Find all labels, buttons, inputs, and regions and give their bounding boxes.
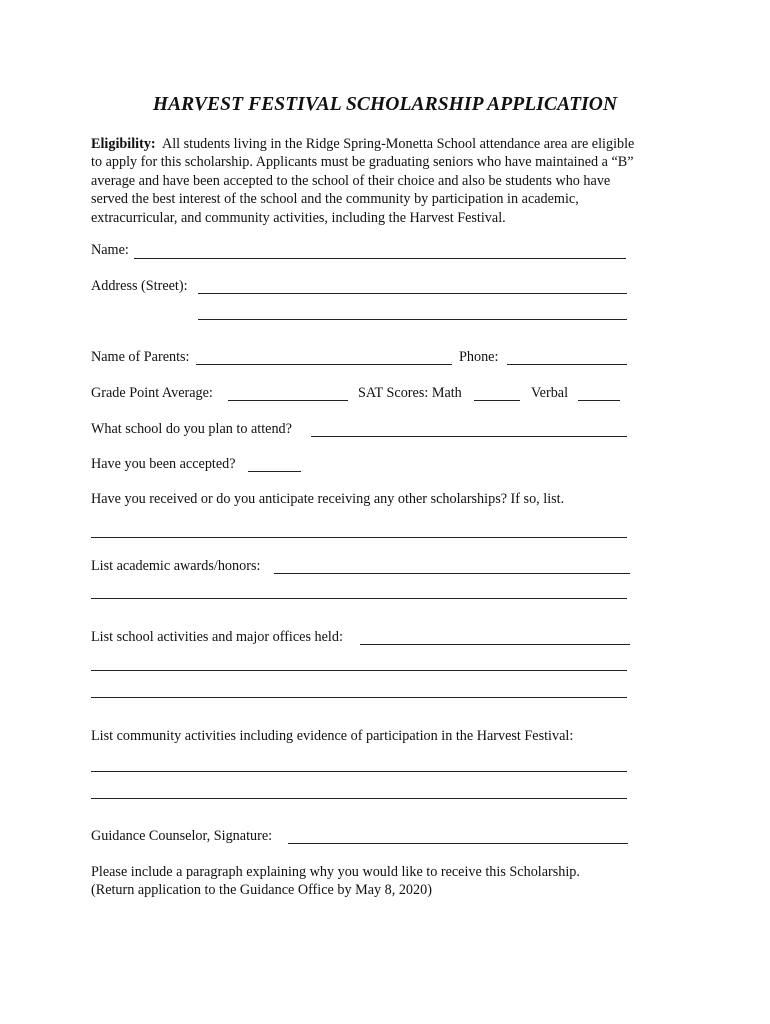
scholarships-field[interactable] bbox=[91, 537, 627, 538]
phone-field[interactable] bbox=[507, 364, 627, 365]
verbal-label: Verbal bbox=[531, 385, 569, 401]
eligibility-line-4: served the best interest of the school and the community by participation in academic, bbox=[91, 191, 579, 208]
eligibility-line-1 bbox=[91, 135, 651, 153]
accepted-field[interactable] bbox=[248, 471, 301, 472]
eligibility-text-1: All students living in the Ridge Spring-Monetta School attendance area are eligible bbox=[161, 136, 635, 152]
counselor-label: Guidance Counselor, Signature: bbox=[91, 828, 273, 844]
name-label: Name: bbox=[91, 242, 129, 258]
gpa-field[interactable] bbox=[228, 400, 348, 401]
sat-verbal-field[interactable] bbox=[578, 400, 620, 401]
eligibility-line-3: average and have been accepted to the school of their choice and also be students who have bbox=[91, 172, 611, 189]
counselor-signature-field[interactable] bbox=[288, 843, 628, 844]
accepted-label: Have you been accepted? bbox=[91, 456, 236, 472]
eligibility-line-2: to apply for this scholarship. Applicants must be graduating seniors who have maintained a “B” bbox=[91, 154, 634, 171]
community-field-line-2[interactable] bbox=[91, 798, 627, 799]
awards-field-line-1[interactable] bbox=[274, 573, 630, 574]
awards-field-line-2[interactable] bbox=[91, 598, 627, 599]
scholarships-label: Have you received or do you anticipate receiving any other scholarships? If so, list. bbox=[91, 491, 565, 507]
phone-label: Phone: bbox=[459, 349, 499, 365]
footer-return-note: (Return application to the Guidance Office by May 8, 2020) bbox=[91, 882, 432, 898]
activities-field-line-1[interactable] bbox=[360, 644, 630, 645]
school-label: What school do you plan to attend? bbox=[91, 421, 292, 437]
eligibility-line-5: extracurricular, and community activities, including the Harvest Festival. bbox=[91, 209, 506, 226]
eligibility-label: Eligibility: bbox=[91, 136, 156, 152]
parents-label: Name of Parents: bbox=[91, 349, 190, 365]
address-field-line-1[interactable] bbox=[198, 293, 627, 294]
activities-field-line-3[interactable] bbox=[91, 697, 627, 698]
footer-instruction: Please include a paragraph explaining why you would like to receive this Scholarship. bbox=[91, 864, 580, 880]
community-label: List community activities including evidence of participation in the Harvest Festival: bbox=[91, 728, 574, 744]
activities-field-line-2[interactable] bbox=[91, 670, 627, 671]
sat-math-label: SAT Scores: Math bbox=[358, 385, 462, 401]
address-field-line-2[interactable] bbox=[198, 319, 627, 320]
activities-label: List school activities and major offices held: bbox=[91, 629, 343, 645]
sat-math-field[interactable] bbox=[474, 400, 520, 401]
awards-label: List academic awards/honors: bbox=[91, 558, 261, 574]
eligibility-paragraph bbox=[91, 135, 651, 227]
form-title: HARVEST FESTIVAL SCHOLARSHIP APPLICATION bbox=[152, 94, 618, 115]
school-field[interactable] bbox=[311, 436, 627, 437]
community-field-line-1[interactable] bbox=[91, 771, 627, 772]
gpa-label: Grade Point Average: bbox=[91, 385, 213, 401]
name-field[interactable] bbox=[134, 258, 626, 259]
address-label: Address (Street): bbox=[91, 278, 188, 294]
parents-field[interactable] bbox=[196, 364, 452, 365]
